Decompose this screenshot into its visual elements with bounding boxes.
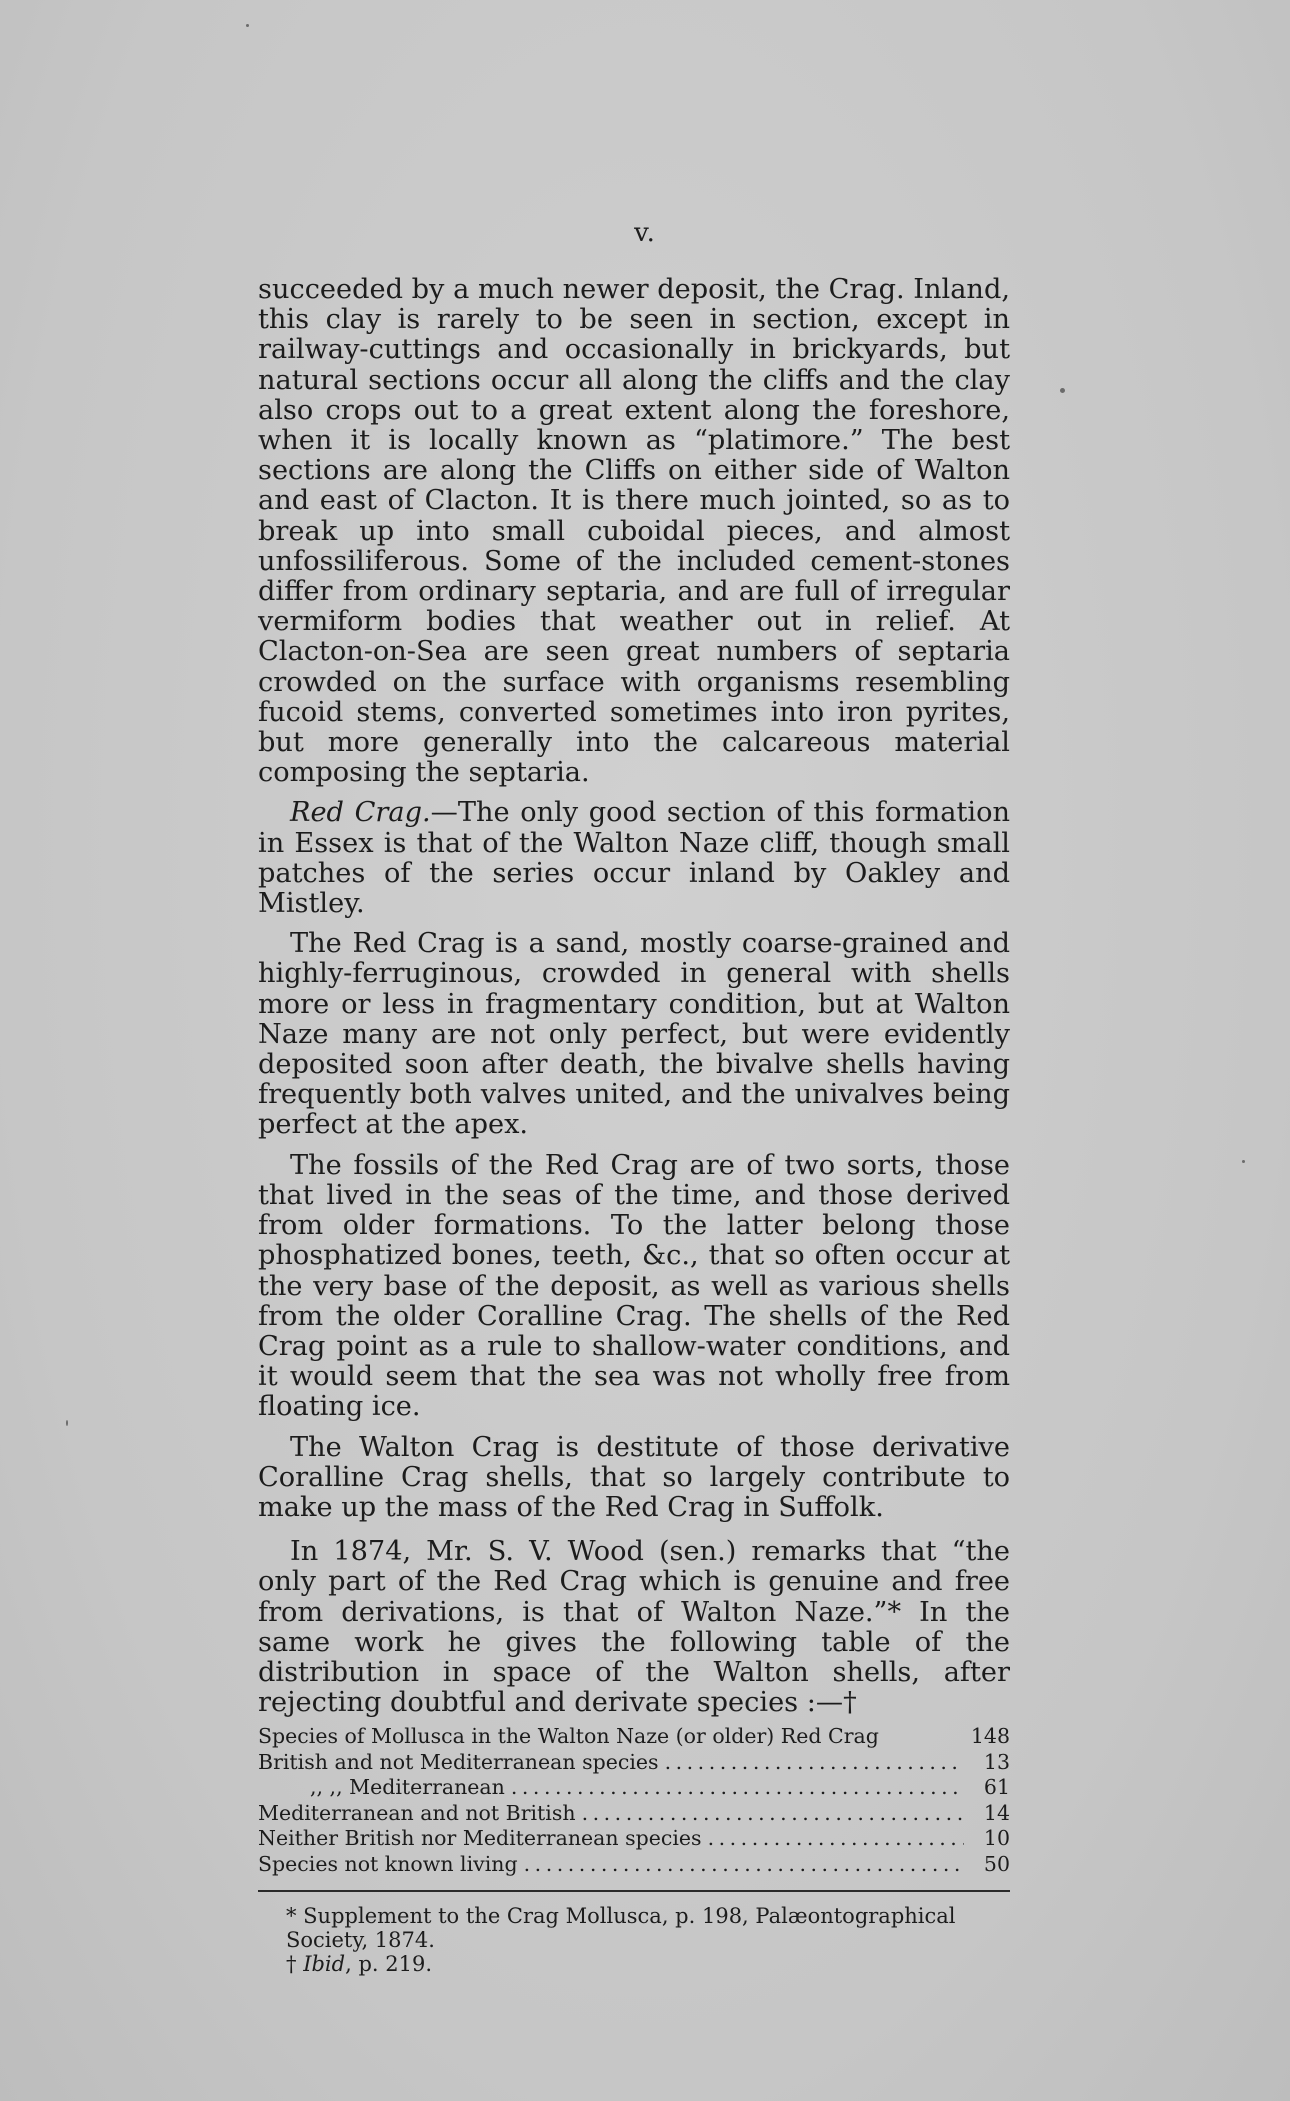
- footnote-divider: [258, 1890, 1010, 1892]
- run-in-heading: Red Crag.: [290, 797, 431, 829]
- paragraph-5: The Walton Crag is destitute of those derivative Coralline Crag shells, that so largely contribute to make up the mass of the Red Crag in Suffolk.: [258, 1431, 1010, 1523]
- paper-speck: [66, 1420, 68, 1426]
- table-row-label: Species not known living: [258, 1851, 518, 1876]
- paper-speck: [246, 24, 249, 27]
- footnote-1: * Supplement to the Crag Mollusca, p. 198, Palæontographical Society, 1874.: [286, 1904, 956, 1953]
- table-row: [258, 1826, 1010, 1852]
- leader-dots: [665, 1750, 964, 1776]
- paragraph-4: The fossils of the Red Crag are of two sorts, those that lived in the seas of the time, and those derived from older formations. To the latter belong those phosphatized bones, teeth, &c., that so often occur at the very base of the deposit, as well as various shells from the older Coralline Crag. The shells of the Red Crag point as a rule to shallow-water conditions, and it would seem that the sea was not wholly free from floating ice.: [258, 1149, 1010, 1423]
- leader-dots: [511, 1775, 964, 1801]
- table-row-label: Species of Mollusca in the Walton Naze (or older) Red Crag: [258, 1724, 879, 1749]
- body-text: [258, 275, 1010, 1976]
- table-row-value: 13: [983, 1749, 1010, 1774]
- page-number: v.: [634, 218, 656, 248]
- paragraph-1: succeeded by a much newer deposit, the Crag. Inland, this clay is rarely to be seen in section, except in railway-cuttings and occasionally in brickyards, but natural sections occur all along the cliffs and the clay also crops out to a great extent along the foreshore, when it is locally known as “platimore.” The best sections are along the Cliffs on either side of Walton and east of Clacton. It is there much jointed, so as to break up into small cuboidal pieces, and almost unfossiliferous. Some of the included cement-stones differ from ordinary septaria, and are full of irregular vermiform bodies that weather out in relief. At Clacton-on-Sea are seen great numbers of septaria crowded on the surface with organisms resembling fucoid stems, converted sometimes into iron pyrites, but more generally into the calcareous material composing the septaria.: [258, 274, 1010, 789]
- leader-dots: [524, 1852, 964, 1878]
- footnote-2-mark: †: [286, 1952, 304, 1977]
- footnote-2-page: , p. 219.: [345, 1952, 432, 1977]
- table-row: [258, 1801, 1010, 1827]
- table-row-value: 148: [970, 1724, 1010, 1749]
- paragraph-red-crag: [258, 798, 1010, 919]
- table-row: [258, 1724, 1010, 1750]
- table-row: [258, 1775, 1010, 1801]
- paragraph-3: The Red Crag is a sand, mostly coarse-grained and highly-ferruginous, crowded in general with shells more or less in fragmentary condition, but at Walton Naze many are not only perfect, but were evidently deposited soon after death, the bivalve shells having frequently both valves united, and the univalves being perfect at the apex.: [258, 928, 1010, 1141]
- paper-speck: [1242, 1160, 1245, 1163]
- table-row-value: 61: [983, 1775, 1010, 1800]
- table-row: [258, 1750, 1010, 1776]
- table-row-value: 14: [983, 1800, 1010, 1825]
- table-row-label: ,, ,, Mediterranean: [310, 1775, 505, 1800]
- footnote-2-ibid: Ibid: [303, 1952, 346, 1977]
- paragraph-6: In 1874, Mr. S. V. Wood (sen.) remarks that “the only part of the Red Crag which is genuine and free from derivations, is that of Walton Naze.”* In the same work he gives the following table of the distribution in space of the Walton shells, after rejecting doubtful and derivate species :—†: [258, 1536, 1010, 1719]
- table-row: [258, 1852, 1010, 1878]
- footnote-2: [258, 1952, 1010, 1976]
- table-row-value: 50: [983, 1851, 1010, 1876]
- table-row-label: Neither British nor Mediterranean species: [258, 1826, 702, 1851]
- paragraph-2-text: —The only good section of this formation in Essex is that of the Walton Naze cliff, though small patches of the series occur inland by Oakley and Mistley.: [258, 797, 1010, 920]
- table-row-label: Mediterranean and not British: [258, 1800, 576, 1825]
- paper-speck: [1060, 388, 1065, 393]
- species-table: [258, 1724, 1010, 1877]
- table-row-value: 10: [983, 1826, 1010, 1851]
- leader-dots: [582, 1801, 964, 1827]
- footnotes: [258, 1904, 1010, 1976]
- leader-dots: [708, 1826, 964, 1852]
- table-row-label: British and not Mediterranean species: [258, 1749, 659, 1774]
